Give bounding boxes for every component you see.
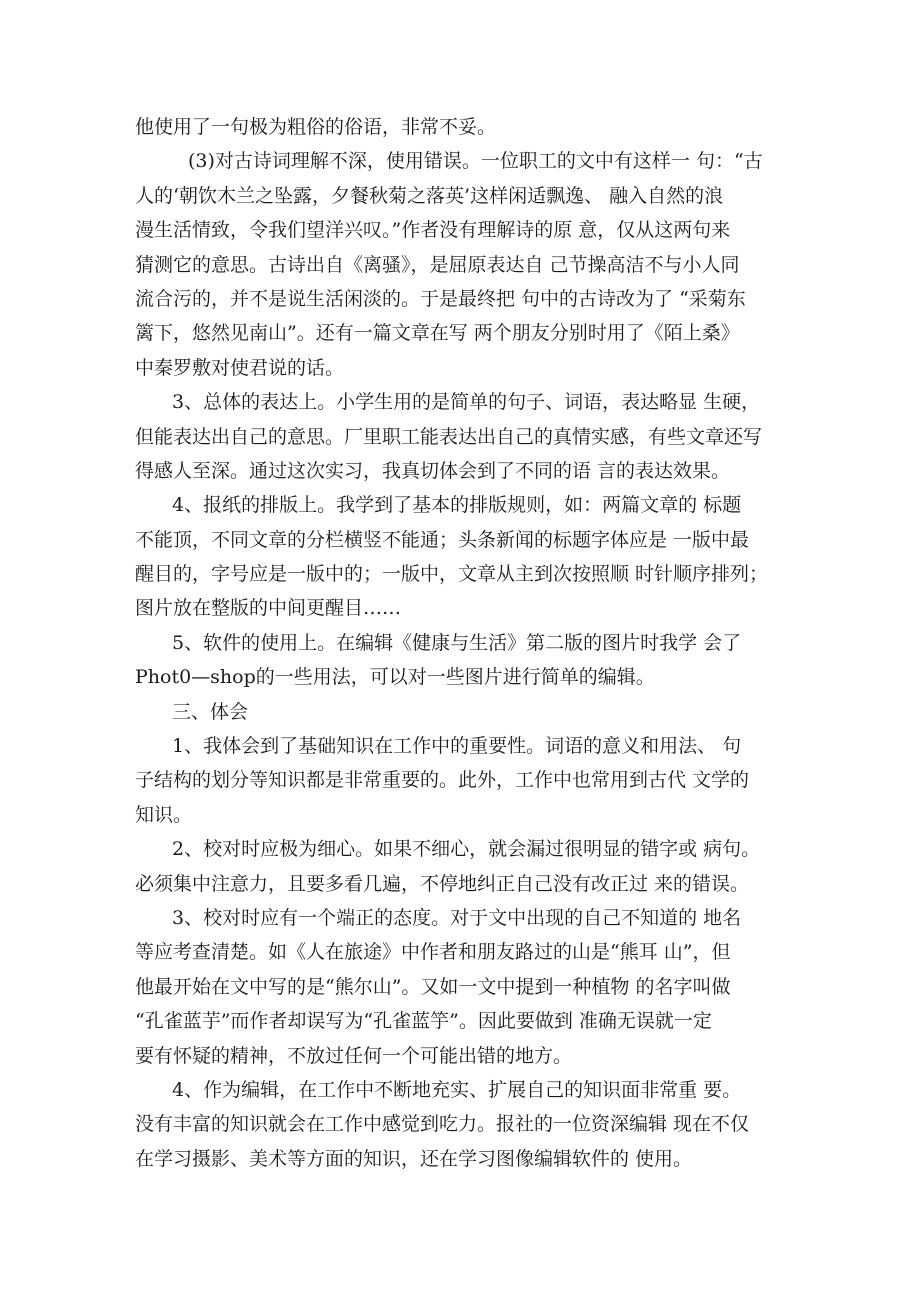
text-line: 5、软件的使用上。在编辑《健康与生活》第二版的图片时我学 会了 [172, 631, 742, 654]
text-line: 要有怀疑的精神，不放过任何一个可能出错的地方。 [135, 1044, 573, 1067]
text-line: 在学习摄影、美术等方面的知识，还在学习图像编辑软件的 使用。 [135, 1147, 693, 1170]
text-line: 2、校对时应极为细心。如果不细心，就会漏过很明显的错字或 病句。 [172, 838, 761, 861]
text-line: 必须集中注意力，且要多看几遍，不停地纠正自己没有改正过 来的错误。 [135, 872, 750, 895]
text-line: 醒目的，字号应是一版中的；一版中，文章从主到次按照顺 时针顺序排列； [135, 563, 769, 586]
text-line: 中秦罗敷对使君说的话。 [135, 356, 345, 379]
text-line: “孔雀蓝芋”而作者却误写为“孔雀蓝竽”。因此要做到 准确无误就一定 [135, 1010, 712, 1033]
text-line: 篱下，悠然见南山”。还有一篇文章在写 两个朋友分别时用了《陌上桑》 [135, 322, 740, 345]
text-line: Phot0—shop的一些用法，可以对一些图片进行简单的编辑。 [135, 666, 655, 689]
text-line: 3、校对时应有一个端正的态度。对于文中出现的自己不知道的 地名 [172, 906, 742, 929]
text-line: 他使用了一句极为粗俗的俗语，非常不妥。 [135, 116, 497, 138]
text-line: 漫生活情致，令我们望洋兴叹。”作者没有理解诗的原 意，仅从这两句来 [135, 219, 731, 242]
text-line: 不能顶，不同文章的分栏横竖不能通；头条新闻的标题字体应是 一版中最 [135, 528, 750, 551]
text-line: 人的‘朝饮木兰之坠露，夕餐秋菊之落英’这样闲适飘逸、 融入自然的浪 [135, 184, 724, 207]
text-line: 知识。 [135, 803, 193, 826]
text-line: 三、体会 [172, 700, 249, 723]
document-body [135, 110, 795, 1176]
text-line: 子结构的划分等知识都是非常重要的。此外，工作中也常用到古代 文学的 [135, 769, 750, 792]
text-line: 图片放在整版的中间更醒目…… [135, 597, 402, 620]
text-line: 猜测它的意思。古诗出自《离骚》，是屈原表达自 己节操高洁不与小人同 [135, 253, 740, 276]
text-line: 等应考查清楚。如《人在旅途》中作者和朋友路过的山是“熊耳 山”，但 [135, 941, 731, 964]
text-line: 4、报纸的排版上。我学到了基本的排版规则，如：两篇文章的 标题 [172, 494, 742, 517]
text-line: 得感人至深。通过这次实习，我真切体会到了不同的语 言的表达效果。 [135, 459, 731, 482]
text-line: 流合污的，并不是说生活闲淡的。于是最终把 句中的古诗改为了 “采菊东 [135, 287, 746, 310]
text-line: 3、总体的表达上。小学生用的是简单的句子、词语，表达略显 生硬， [172, 391, 761, 414]
text-line: 他最开始在文中写的是“熊尔山”。又如一文中提到一种植物 的名字叫做 [135, 975, 731, 998]
text-line: 没有丰富的知识就会在工作中感觉到吃力。报社的一位资深编辑 现在不仅 [135, 1113, 750, 1136]
text-line: (3)对古诗词理解不深，使用错误。一位职工的文中有这样一 句：“古 [188, 150, 763, 173]
text-line: 4、作为编辑，在工作中不断地充实、扩展自己的知识面非常重 要。 [172, 1078, 742, 1101]
text-line: 1、我体会到了基础知识在工作中的重要性。词语的意义和用法、 句 [172, 735, 742, 758]
text-line: 但能表达出自己的意思。厂里职工能表达出自己的真情实感，有些文章还写 [135, 425, 763, 448]
